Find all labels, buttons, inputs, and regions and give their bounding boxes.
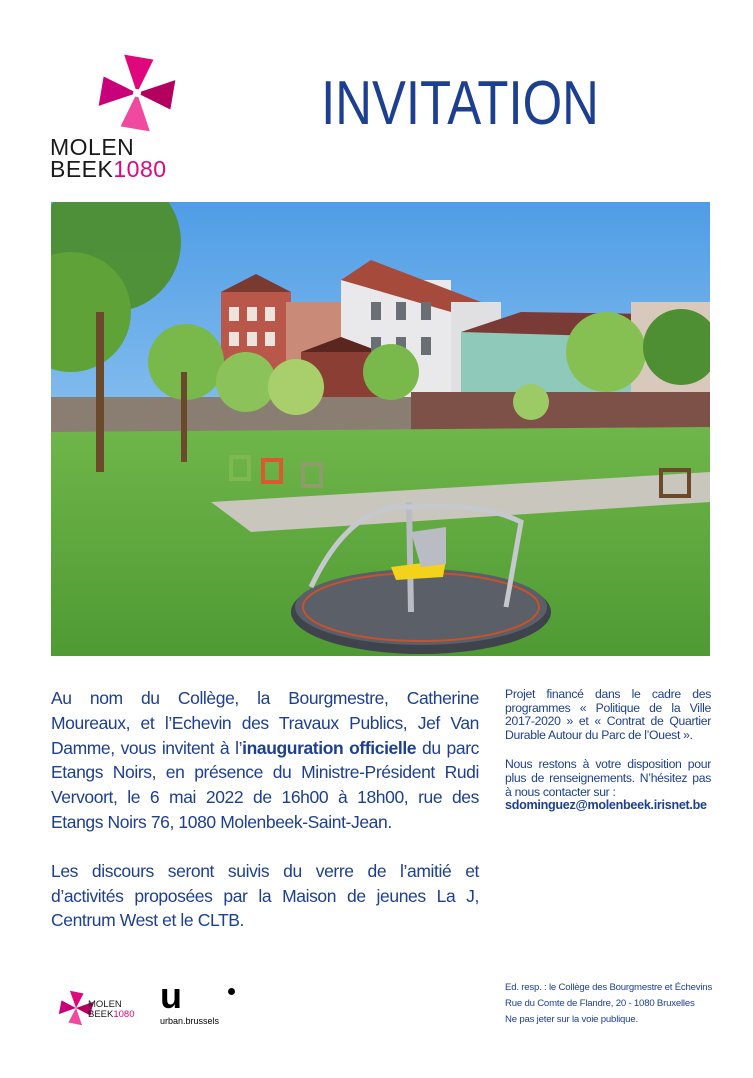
- inauguration-highlight: inauguration officielle: [242, 737, 417, 758]
- logo-small-text: MOLEN BEEK1080: [88, 999, 135, 1020]
- invitation-body: [51, 686, 479, 957]
- logo-line-beek: BEEK1080: [50, 156, 167, 182]
- publisher-line-2: Rue du Comte de Flandre, 20 - 1080 Bruxelles: [505, 998, 695, 1009]
- publisher-info: [505, 980, 745, 1028]
- publisher-line-3: Ne pas jeter sur la voie publique.: [505, 1014, 638, 1025]
- pinwheel-icon: [92, 48, 182, 138]
- invitation-paragraph-1: Au nom du Collège, la Bourgmestre, Catherine Moureaux, et l’Echevin des Travaux Publics, Jef Van Damme, vous invitent à l’inauguration officielle du parc Etangs Noirs, en présence du Ministre-Président Rudi Vervoort, le 6 mai 2022 de 16h00 à 18h00, rue des Etangs Noirs 76, 1080 Molenbeek-Saint-Jean.: [51, 688, 479, 832]
- contact-email-link[interactable]: sdominguez@molenbeek.irisnet.be: [505, 798, 707, 813]
- logo-line-molen: MOLEN: [50, 134, 135, 160]
- side-info: [505, 688, 711, 813]
- molenbeek-logo: [44, 48, 204, 188]
- urban-brussels-logo: [160, 975, 250, 1028]
- page-title: INVITATION: [321, 69, 599, 138]
- publisher-line-1: Ed. resp. : le Collège des Bourgmestre et Échevins: [505, 982, 713, 993]
- urban-text: urban.brussels: [160, 1016, 220, 1026]
- park-photo: [51, 202, 710, 656]
- molenbeek-logo-small: [56, 988, 146, 1028]
- urban-dot-icon: [228, 988, 235, 995]
- invitation-paragraph-2: Les discours seront suivis du verre de l’amitié et d’activités proposées par la Maison de jeunes La J, Centrum West et le CLTB.: [51, 860, 479, 931]
- contact-note: Nous restons à votre disposition pour plus de renseignements. N’hésitez pas à nous contacter sur :: [505, 757, 711, 799]
- urban-u-glyph: u: [160, 975, 182, 1016]
- funding-note: Projet financé dans le cadre des programmes « Politique de la Ville 2017-2020 » et « Contrat de Quartier Durable Autour du Parc de l’Ouest ».: [505, 687, 711, 742]
